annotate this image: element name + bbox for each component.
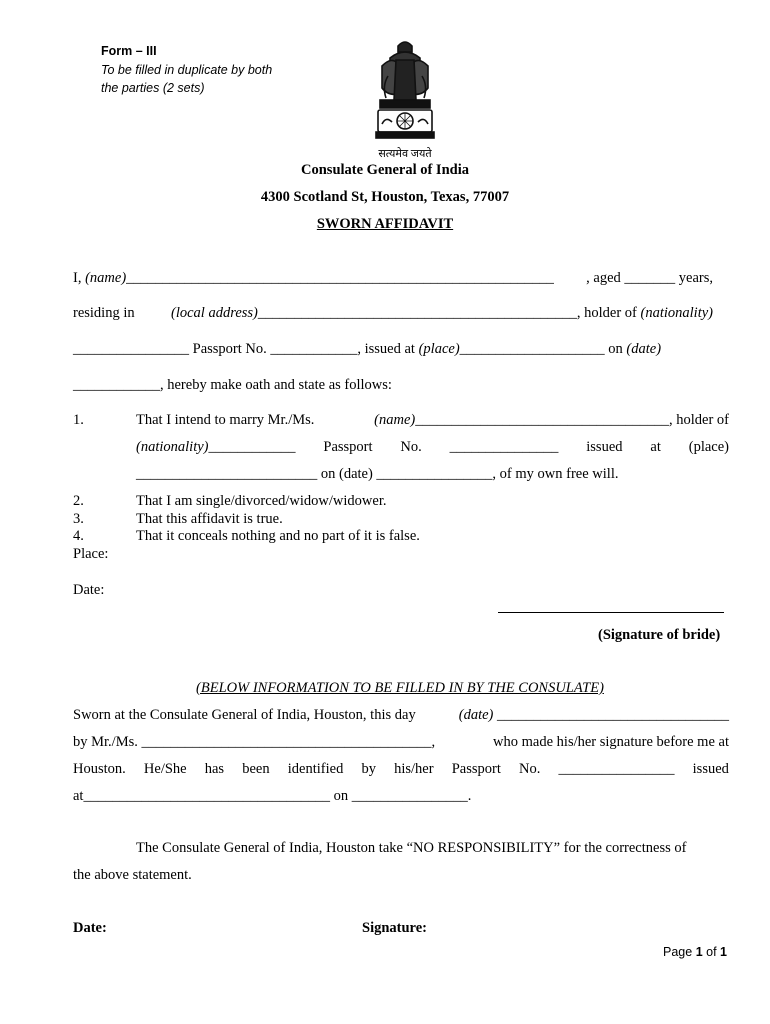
id-word: Passport — [451, 761, 501, 777]
id-word: No. — [519, 761, 541, 777]
passport-word: Passport — [323, 439, 373, 455]
item-number-1: 1. — [73, 412, 84, 428]
consulate-name: Consulate General of India — [301, 162, 469, 178]
form-instruction-line1: To be filled in duplicate by both — [101, 63, 273, 77]
declaration-line-2 — [73, 305, 713, 322]
issued-word: issued — [586, 439, 623, 455]
item-1-line-1 — [136, 412, 729, 429]
date-field-label: Date: — [73, 582, 105, 598]
id-word: issued — [692, 761, 729, 777]
sworn-date-blank: ________________________________ — [497, 707, 729, 723]
item-4-text: That it conceals nothing and no part of it is false. — [136, 528, 420, 544]
footer-date-label: Date: — [73, 920, 107, 936]
declaration-line-1-text — [73, 270, 554, 287]
page-current: 1 — [695, 945, 703, 959]
form-instruction-line2: the parties (2 sets) — [101, 81, 205, 95]
oath-line: ____________, hereby make oath and state as follows: — [73, 377, 392, 393]
identification-line — [73, 761, 729, 778]
spouse-nationality-label: (nationality) — [136, 439, 209, 455]
signature-before-text: who made his/her signature before me at — [493, 734, 729, 750]
declaration-line-3 — [73, 341, 713, 358]
signatory-name-blank: ________________________________________, — [141, 734, 436, 750]
at-word: at — [650, 439, 661, 455]
id-word: by — [361, 761, 376, 777]
id-word: He/She — [143, 761, 187, 777]
consulate-section-heading-text: (BELOW INFORMATION TO BE FILLED IN BY THE CONSULATE) — [196, 680, 604, 696]
place-label: (place) — [418, 341, 460, 357]
id-word: his/her — [394, 761, 434, 777]
consulate-address: 4300 Scotland St, Houston, Texas, 77007 — [260, 189, 510, 205]
no-word: No. — [400, 439, 422, 455]
date-label: (date) — [626, 341, 662, 357]
disclaimer-line-2: the above statement. — [73, 867, 192, 883]
spouse-nationality-blank: ____________ — [208, 439, 296, 455]
emblem-motto: सत्यमेव जयते — [378, 148, 432, 160]
national-emblem-icon — [368, 36, 442, 144]
sworn-text: Sworn at the Consulate General of India, Houston, this day — [73, 707, 416, 723]
document-title — [0, 216, 770, 233]
consulate-section-heading — [0, 680, 770, 697]
spouse-name-blank: ___________________________________, holder of — [415, 412, 729, 428]
item-1-line-3: _________________________ on (date) ________________, of my own free will. — [136, 466, 619, 482]
id-word: identified — [287, 761, 344, 777]
residing-text: residing in — [73, 305, 135, 321]
disclaimer-line-1: The Consulate General of India, Houston take “NO RESPONSIBILITY” for the correctness of — [136, 840, 687, 856]
item-number-2: 2. — [73, 493, 84, 509]
page-prefix: Page — [663, 945, 693, 959]
name-label: (name) — [85, 270, 127, 286]
name-blank: ___________________________________________________________ — [126, 270, 554, 286]
signatory-line — [73, 734, 729, 751]
by-text: by Mr./Ms. — [73, 734, 138, 750]
page-of: of — [706, 945, 717, 959]
id-word: Houston. — [73, 761, 126, 777]
item-number-4: 4. — [73, 528, 84, 544]
id-word: been — [242, 761, 270, 777]
spouse-name-label: (name) — [374, 412, 416, 428]
spouse-passport-blank: _______________ — [449, 439, 559, 455]
item-number-3: 3. — [73, 511, 84, 527]
footer-signature-label: Signature: — [362, 920, 427, 936]
bride-signature-line — [498, 612, 724, 613]
item-3-text: That this affidavit is true. — [136, 511, 283, 527]
spouse-place-label: (place) — [688, 439, 729, 455]
sworn-date-label: (date) — [458, 707, 494, 723]
declaration-line-1 — [73, 270, 713, 287]
holder-text: , holder of — [576, 305, 637, 321]
page-total: 1 — [720, 945, 727, 959]
pronoun-text: I, — [73, 270, 82, 286]
nationality-label: (nationality) — [640, 305, 713, 321]
page-number — [663, 945, 727, 959]
age-field: , aged _______ years, — [586, 270, 713, 286]
local-address-label: (local address) — [171, 305, 258, 321]
local-address-blank: ____________________________________________ — [257, 305, 577, 321]
item-1-line-2 — [136, 439, 729, 456]
form-number: Form – III — [101, 44, 157, 58]
bride-signature-label: (Signature of bride) — [598, 627, 721, 643]
place-blank: ____________________ on — [459, 341, 623, 357]
passport-issued-text: ________________ Passport No. ____________, issued at — [73, 341, 415, 357]
id-word: has — [204, 761, 225, 777]
sworn-line — [73, 707, 729, 724]
document-title-text: SWORN AFFIDAVIT — [316, 216, 454, 232]
passport-number-blank: ________________ — [558, 761, 675, 777]
item-2-text: That I am single/divorced/widow/widower. — [136, 493, 387, 509]
place-field-label: Place: — [73, 546, 109, 562]
issued-at-line: at__________________________________ on ________________. — [73, 788, 472, 804]
intend-marry-text: That I intend to marry Mr./Ms. — [136, 412, 315, 428]
